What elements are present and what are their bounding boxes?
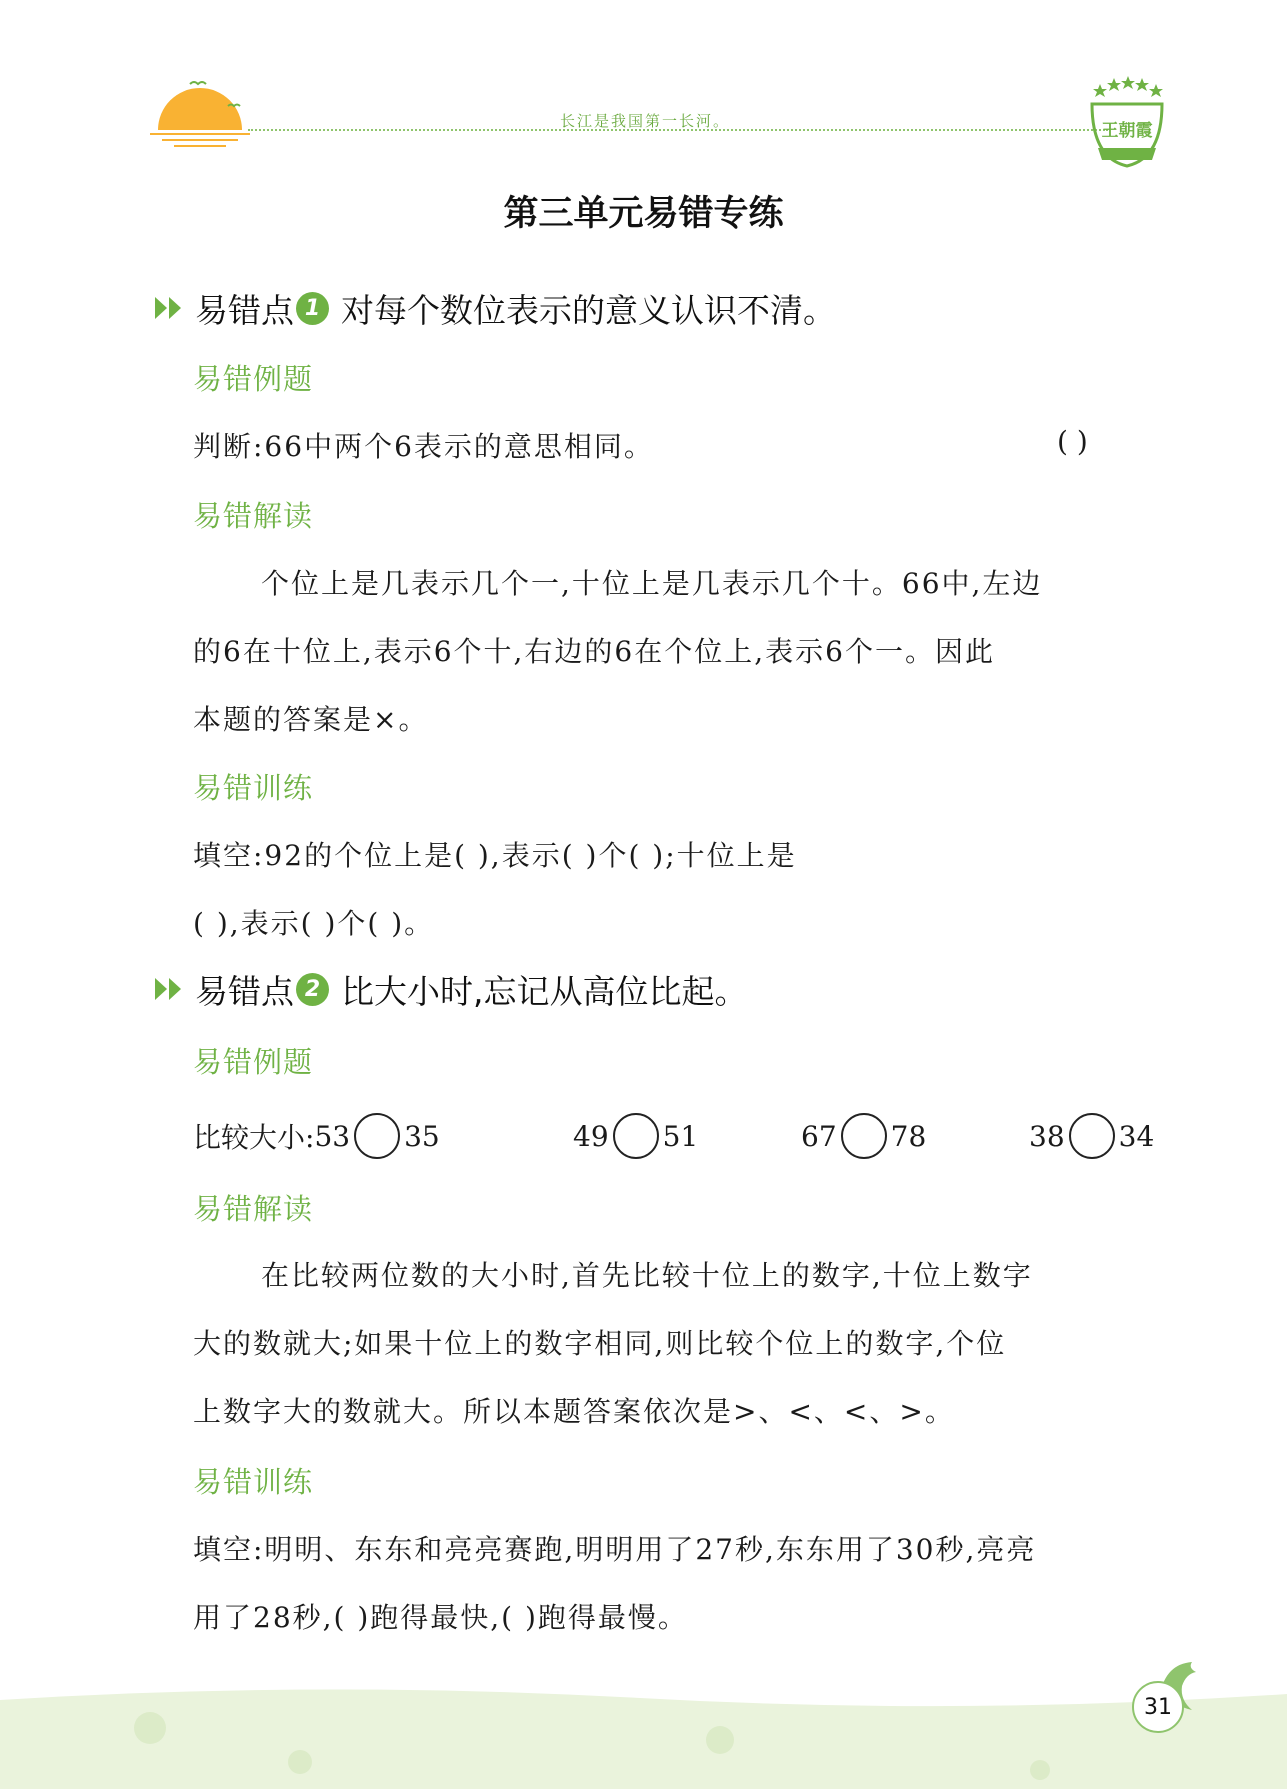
compare-item bbox=[193, 1110, 440, 1162]
explain-line: 大的数就大;如果十位上的数字相同,则比较个位上的数字,个位 bbox=[193, 1327, 1007, 1360]
training-line: 填空:92的个位上是( ),表示( )个( );十位上是 bbox=[193, 839, 797, 872]
example-heading: 易错例题 bbox=[193, 362, 314, 396]
error-point-number-badge: 2 bbox=[296, 973, 329, 1006]
explain-line: 本题的答案是×。 bbox=[193, 703, 429, 736]
compare-item bbox=[801, 1110, 926, 1162]
compare-circle[interactable] bbox=[354, 1113, 400, 1159]
compare-left: 67 bbox=[801, 1119, 837, 1153]
explain-heading: 易错解读 bbox=[193, 499, 314, 533]
training-line: 用了28秒,( )跑得最快,( )跑得最慢。 bbox=[193, 1601, 688, 1634]
error-point-2-heading bbox=[153, 964, 748, 1014]
example-text: 判断:66中两个6表示的意思相同。 bbox=[193, 430, 654, 463]
compare-circle[interactable] bbox=[841, 1113, 887, 1159]
compare-right: 35 bbox=[404, 1119, 440, 1153]
answer-bracket: ( ) bbox=[1057, 425, 1088, 458]
sunset-icon bbox=[150, 78, 250, 156]
double-arrow-icon bbox=[153, 975, 187, 1003]
error-point-label: 易错点 bbox=[195, 290, 294, 330]
error-point-text: 对每个数位表示的意义认识不清。 bbox=[341, 290, 836, 330]
compare-right: 78 bbox=[890, 1119, 927, 1153]
error-point-number-badge: 1 bbox=[296, 292, 329, 325]
page-header bbox=[0, 0, 1287, 170]
compare-right: 34 bbox=[1118, 1119, 1155, 1153]
page-title: 第三单元易错专练 bbox=[503, 194, 784, 234]
training-heading: 易错训练 bbox=[193, 1465, 314, 1499]
compare-circle[interactable] bbox=[1069, 1113, 1115, 1159]
compare-left: 49 bbox=[573, 1119, 609, 1153]
explain-line: 个位上是几表示几个一,十位上是几表示几个十。66中,左边 bbox=[261, 567, 1043, 600]
explain-line: 的6在十位上,表示6个十,右边的6在个位上,表示6个一。因此 bbox=[193, 635, 995, 668]
brand-logo bbox=[1086, 74, 1168, 170]
error-point-label: 易错点 bbox=[195, 971, 294, 1011]
footer-decoration bbox=[0, 1680, 1287, 1789]
compare-prefix: 比较大小: bbox=[193, 1121, 315, 1154]
header-motto: 长江是我国第一长河。 bbox=[560, 112, 731, 130]
compare-left: 53 bbox=[314, 1119, 351, 1153]
compare-circle[interactable] bbox=[613, 1113, 659, 1159]
explain-line: 在比较两位数的大小时,首先比较十位上的数字,十位上数字 bbox=[261, 1259, 1033, 1292]
compare-right: 51 bbox=[662, 1119, 699, 1153]
compare-item bbox=[573, 1110, 698, 1162]
error-point-text: 比大小时,忘记从高位比起。 bbox=[341, 971, 748, 1011]
training-line: 填空:明明、东东和亮亮赛跑,明明用了27秒,东东用了30秒,亮亮 bbox=[193, 1533, 1037, 1566]
compare-row bbox=[193, 1110, 1155, 1162]
error-point-1-heading bbox=[153, 283, 836, 333]
page-number: 31 bbox=[1132, 1681, 1184, 1733]
training-heading: 易错训练 bbox=[193, 771, 314, 805]
training-line: ( ),表示( )个( )。 bbox=[193, 907, 435, 940]
compare-left: 38 bbox=[1029, 1119, 1065, 1153]
explain-line: 上数字大的数就大。所以本题答案依次是>、<、<、>。 bbox=[193, 1395, 955, 1428]
example-heading: 易错例题 bbox=[193, 1045, 314, 1079]
double-arrow-icon bbox=[153, 294, 187, 322]
compare-item bbox=[1029, 1110, 1154, 1162]
svg-text:王朝霞: 王朝霞 bbox=[1101, 121, 1153, 141]
explain-heading: 易错解读 bbox=[193, 1192, 314, 1226]
